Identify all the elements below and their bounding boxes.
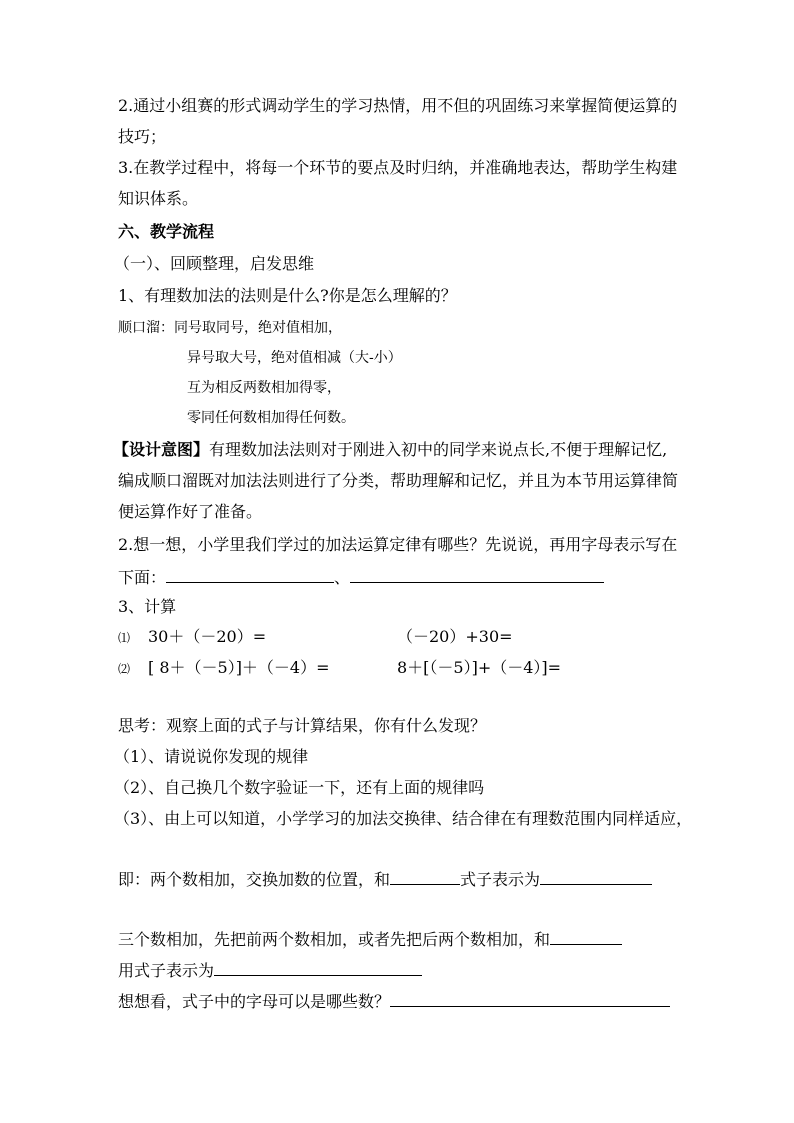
design-intent-line2: 编成顺口溜既对加法法则进行了分类，帮助理解和记忆，并且为本节用运算律简: [118, 471, 679, 490]
para3-line2: 知识体系。: [118, 189, 199, 208]
think-item-1: （1）、请说说你发现的规律: [114, 747, 309, 766]
commutative-blank-2[interactable]: [540, 868, 652, 885]
question-1: 1、有理数加法的法则是什么?你是怎么理解的？: [118, 286, 457, 305]
rhyme-line-2: 异号取大号，绝对值相减（大-小）: [187, 350, 402, 366]
commutative-blank-1[interactable]: [390, 868, 460, 885]
section-title: 六、教学流程: [118, 222, 215, 241]
rhyme-line-3: 互为相反两数相加得零，: [187, 380, 341, 396]
answer-blank-1[interactable]: [166, 566, 334, 583]
calc-number-1: ⑴: [118, 631, 131, 645]
question-2-prefix: 下面：: [118, 568, 167, 587]
question-3: 3、计算: [118, 597, 177, 616]
calc-right-2: 8＋[（－5）]+（－4）]=: [397, 658, 562, 677]
question-2-line2: [118, 566, 604, 588]
calc-number-2: ⑵: [118, 662, 131, 676]
calc-left-1: 30＋（－20）=: [148, 627, 267, 646]
think-item-3: （3）、由上可以知道，小学学习的加法交换律、结合律在有理数范围内同样适应，: [114, 809, 693, 828]
associative-blank-2[interactable]: [214, 959, 422, 976]
rhyme-line-4: 零同任何数相加得任何数。: [187, 410, 355, 426]
final-question-line: [118, 990, 670, 1012]
para3-line1: 3.在教学过程中，将每一个环节的要点及时归纳，并准确地表达，帮助学生构建: [118, 158, 678, 177]
calc-row-1: [118, 627, 266, 648]
final-question: 想想看，式子中的字母可以是哪些数？: [118, 992, 391, 1011]
para2-line1: 2.通过小组赛的形式调动学生的学习热情，用不但的巩固练习来掌握简便运算的: [118, 96, 678, 115]
blank-separator: 、: [334, 568, 351, 587]
associative-text-a: 三个数相加，先把前两个数相加，或者先把后两个数相加，和: [118, 930, 551, 949]
question-2-line1: 2.想一想，小学里我们学过的加法运算定律有哪些？先说说，再用字母表示写在: [118, 535, 678, 554]
commutative-text-a: 即：两个数相加，交换加数的位置，和: [118, 870, 391, 889]
design-intent-line1: [113, 440, 667, 460]
commutative-law-line: [118, 868, 652, 890]
design-intent-tag: 【设计意图】: [113, 440, 210, 459]
rhyme-line-1: [118, 318, 342, 338]
think-intro: 思考：观察上面的式子与计算结果，你有什么发现？: [118, 716, 487, 735]
answer-blank-2[interactable]: [350, 566, 604, 583]
para2-line2: 技巧；: [118, 127, 167, 146]
rhyme-text: 同号取同号，绝对值相加，: [174, 320, 342, 336]
associative-law-line2: [118, 959, 422, 981]
calc-row-2: [118, 658, 330, 679]
calc-right-1: （－20）+30=: [397, 627, 513, 646]
think-item-2: （2）、自己换几个数字验证一下，还有上面的规律吗: [114, 778, 485, 797]
associative-law-line1: [118, 928, 622, 950]
commutative-text-b: 式子表示为: [460, 870, 541, 889]
final-answer-blank[interactable]: [390, 990, 670, 1007]
subsection-title: （一）、回顾整理，启发思维: [114, 254, 315, 273]
calc-left-2: [ 8＋（－5）]＋（－4）=: [148, 658, 330, 677]
design-intent-line3: 便运算作好了准备。: [118, 502, 263, 521]
associative-blank-1[interactable]: [550, 928, 622, 945]
associative-text-b: 用式子表示为: [118, 961, 215, 980]
rhyme-label: 顺口溜：: [118, 320, 174, 336]
design-intent-text: 有理数加法法则对于刚进入初中的同学来说点长,不便于理解记忆,: [209, 440, 668, 459]
